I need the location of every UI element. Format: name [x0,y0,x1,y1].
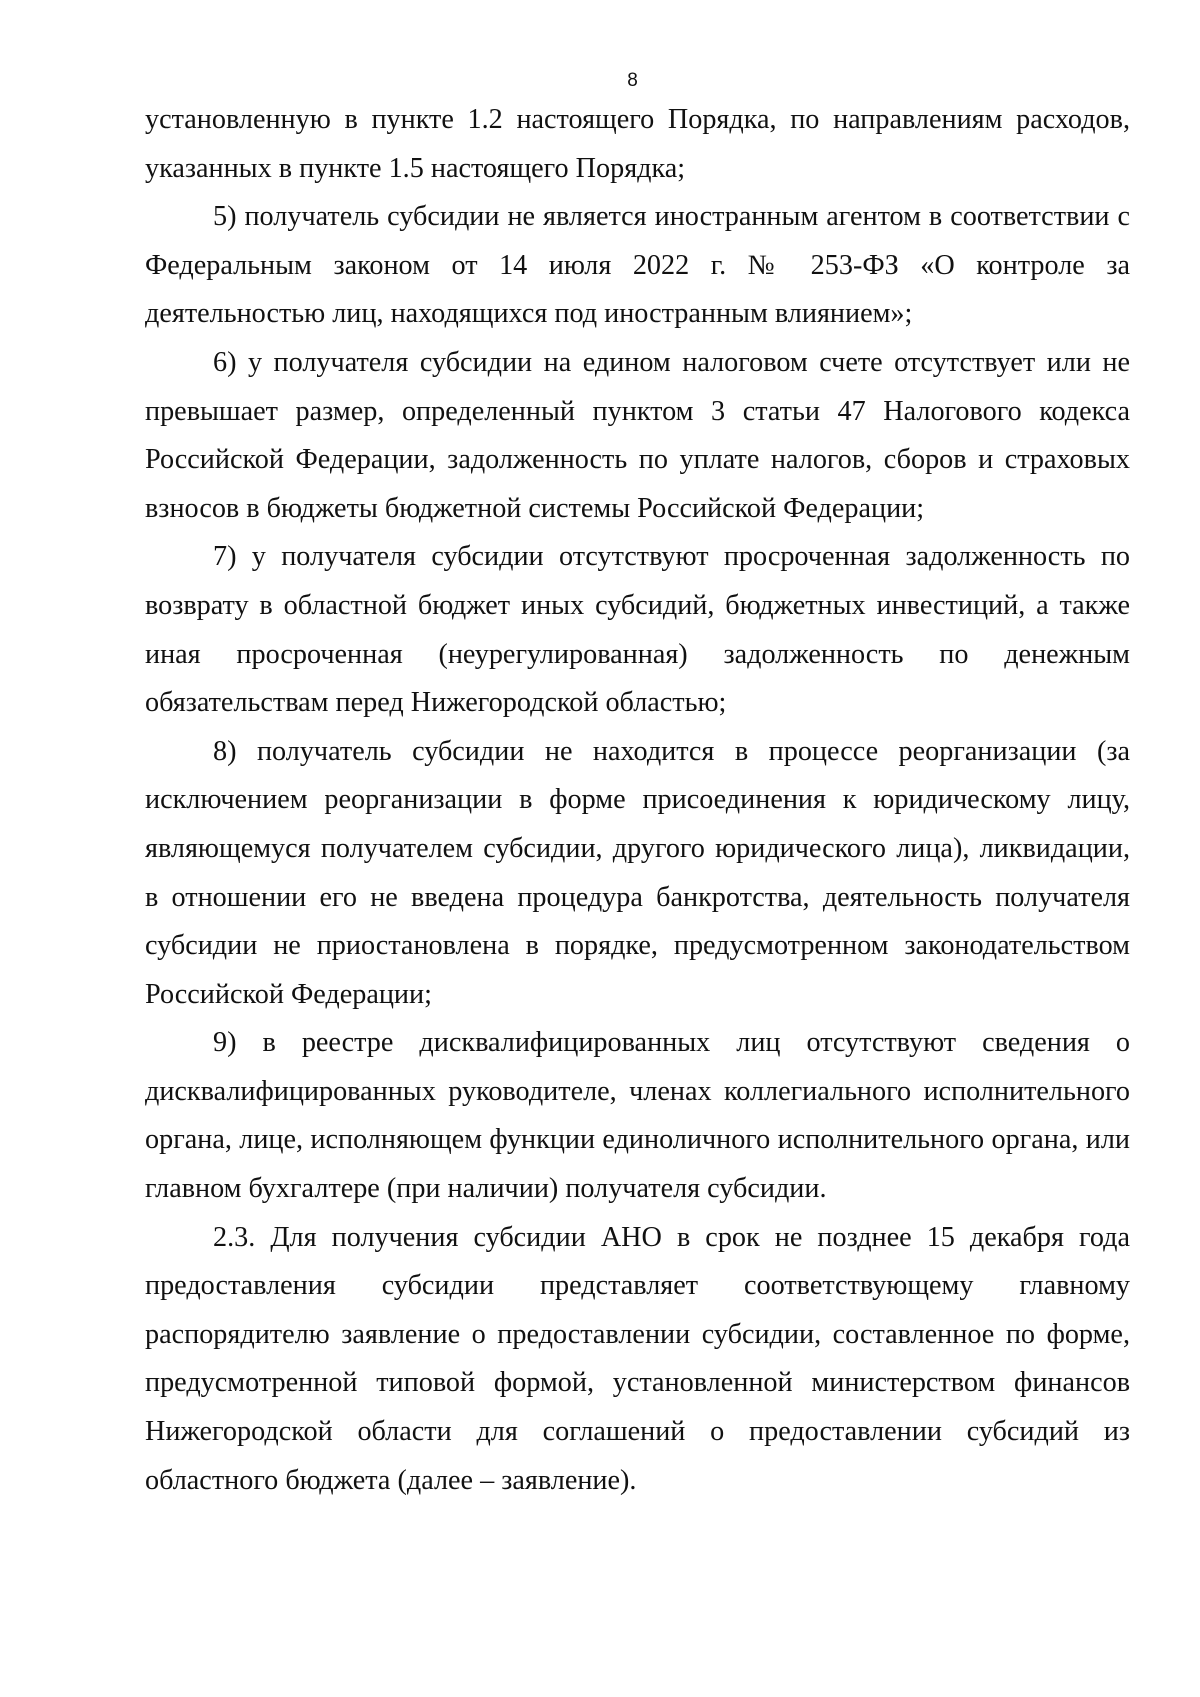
paragraph-item-7: 7) у получателя субсидии отсутствуют просроченная задолженность по возврату в областной бюджет иных субсидий, бюджетных инвестиций, а также иная просроченная (неурегулированная) задолженность по денежным обязательствам перед Нижегородской областью; [145,541,1130,719]
paragraph-item-8: 8) получатель субсидии не находится в процессе реорганизации (за исключением реорганизации в форме присоединения к юридическому лицу, являющемуся получателем субсидии, другого юридического лица), ликвидации, в отношении его не введена процедура банкротства, деятельность получателя субсидии не приостановлена в порядке, предусмотренном законодательством Российской Федерации; [145,735,1130,1010]
paragraph-item-6: 6) у получателя субсидии на едином налоговом счете отсутствует или не превышает размер, определенный пунктом 3 статьи 47 Налогового кодекса Российской Федерации, задолженность по уплате налогов, сборов и страховых взносов в бюджеты бюджетной системы Российской Федерации; [145,346,1130,524]
paragraph-item-9: 9) в реестре дисквалифицированных лиц отсутствуют сведения о дисквалифицированных руководителе, членах коллегиального исполнительного органа, лице, исполняющем функции единоличного исполнительного органа, или главном бухгалтере (при наличии) получателя субсидии. [145,1027,1130,1205]
paragraph-continuation: установленную в пункте 1.2 настоящего Порядка, по направлениям расходов, указанных в пункте 1.5 настоящего Порядка; [145,104,1130,184]
paragraph-section-2-3: 2.3. Для получения субсидии АНО в срок не позднее 15 декабря года предоставления субсидии представляет соответствующему главному распорядителю заявление о предоставлении субсидии, составленное по форме, предусмотренной типовой формой, установленной министерством финансов Нижегородской области для соглашений о предоставлении субсидий из областного бюджета (далее – заявление). [145,1221,1130,1496]
page-number: 8 [627,70,638,91]
paragraph-item-5: 5) получатель субсидии не является иностранным агентом в соответствии с Федеральным законом от 14 июля 2022 г. № 253-ФЗ «О контроле за деятельностью лиц, находящихся под иностранным влиянием»; [145,201,1130,330]
document-body [145,96,1130,1505]
